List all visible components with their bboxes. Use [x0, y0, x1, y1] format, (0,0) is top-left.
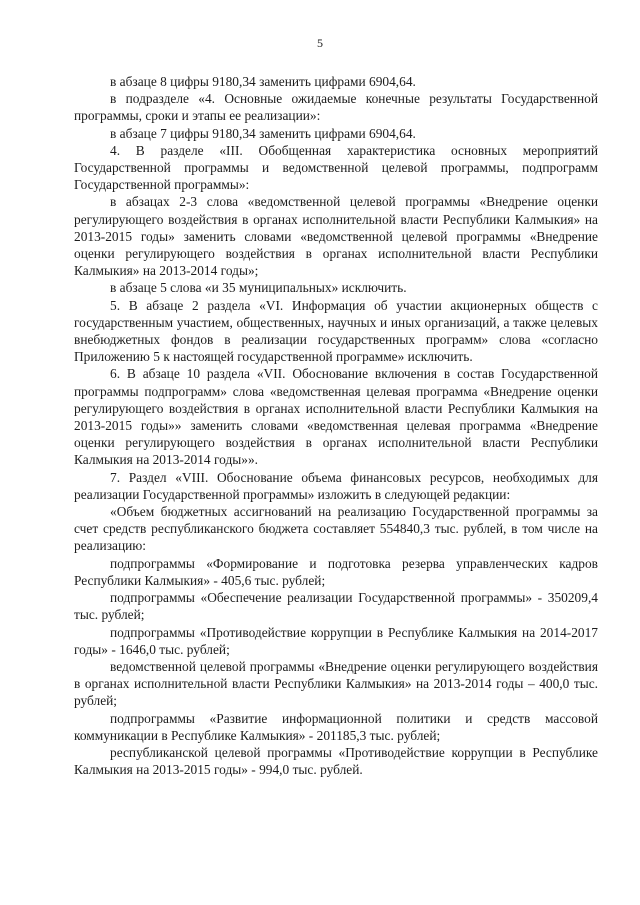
- paragraph: 6. В абзаце 10 раздела «VII. Обоснование включения в состав Государственной программы подпрограмм» слова «ведомственная целевая программа «Внедрение оценки регулирующего воздействия в органах исполнительной власти Республики Калмыкия на 2013-2015 годы»» заменить словами «ведомственная целевая программа «Внедрение оценки регулирующего воздействия в органах исполнительной власти Республики Калмыкия на 2013-2014 годы»».: [74, 366, 598, 468]
- paragraph: 4. В разделе «III. Обобщенная характеристика основных мероприятий Государственной программы и ведомственной целевой программы, подпрограмм Государственной программы»:: [74, 142, 598, 193]
- paragraph: в абзаце 5 слова «и 35 муниципальных» исключить.: [110, 280, 407, 296]
- paragraph: «Объем бюджетных ассигнований на реализацию Государственной программы за счет средств республиканского бюджета составляет 554840,3 тыс. рублей, в том числе на реализацию:: [74, 504, 598, 554]
- page-number: 5: [317, 36, 323, 50]
- document-body: [74, 73, 598, 778]
- paragraph: ведомственной целевой программы «Внедрение оценки регулирующего воздействия в органах исполнительной власти Республики Калмыкия» на 2013-2014 годы – 400,0 тыс. рублей;: [74, 658, 598, 709]
- paragraph: в абзацах 2-3 слова «ведомственной целевой программы «Внедрение оценки регулирующего воздействия в органах исполнительной власти Республики Калмыкия» на 2013-2015 годы» заменить словами «ведомственной целевой программы «Внедрение оценки регулирующего воздействия в органах исполнительной власти Республики Калмыкия» на 2013-2014 годы»;: [74, 194, 598, 279]
- paragraph: подпрограммы «Противодействие коррупции в Республике Калмыкия на 2014-2017 годы» - 1646,0 тыс. рублей;: [74, 624, 598, 657]
- paragraph: в абзаце 8 цифры 9180,34 заменить цифрами 6904,64.: [110, 74, 416, 89]
- paragraph: подпрограммы «Формирование и подготовка резерва управленческих кадров Республики Калмыкия» - 405,6 тыс. рублей;: [74, 555, 598, 588]
- paragraph: 5. В абзаце 2 раздела «VI. Информация об участии акционерных обществ с государственным участием, общественных, научных и иных организаций, а также целевых внебюджетных фондов в реализации государственных программ» слова «согласно Приложению 5 к настоящей государственной программе» исключить.: [74, 297, 598, 365]
- paragraph: подпрограммы «Обеспечение реализации Государственной программы» - 350209,4 тыс. рублей;: [74, 590, 598, 623]
- paragraph: республиканской целевой программы «Противодействие коррупции в Республике Калмыкия на 2013-2015 годы» - 994,0 тыс. рублей.: [74, 744, 598, 778]
- paragraph: 7. Раздел «VIII. Обоснование объема финансовых ресурсов, необходимых для реализации Государственной программы» изложить в следующей редакции:: [74, 469, 598, 502]
- paragraph: подпрограммы «Развитие информационной политики и средств массовой коммуникации в Республике Калмыкия» - 201185,3 тыс. рублей;: [74, 710, 598, 743]
- paragraph: в абзаце 7 цифры 9180,34 заменить цифрами 6904,64.: [110, 125, 416, 141]
- paragraph: в подразделе «4. Основные ожидаемые конечные результаты Государственной программы, сроки и этапы ее реализации»:: [74, 91, 598, 124]
